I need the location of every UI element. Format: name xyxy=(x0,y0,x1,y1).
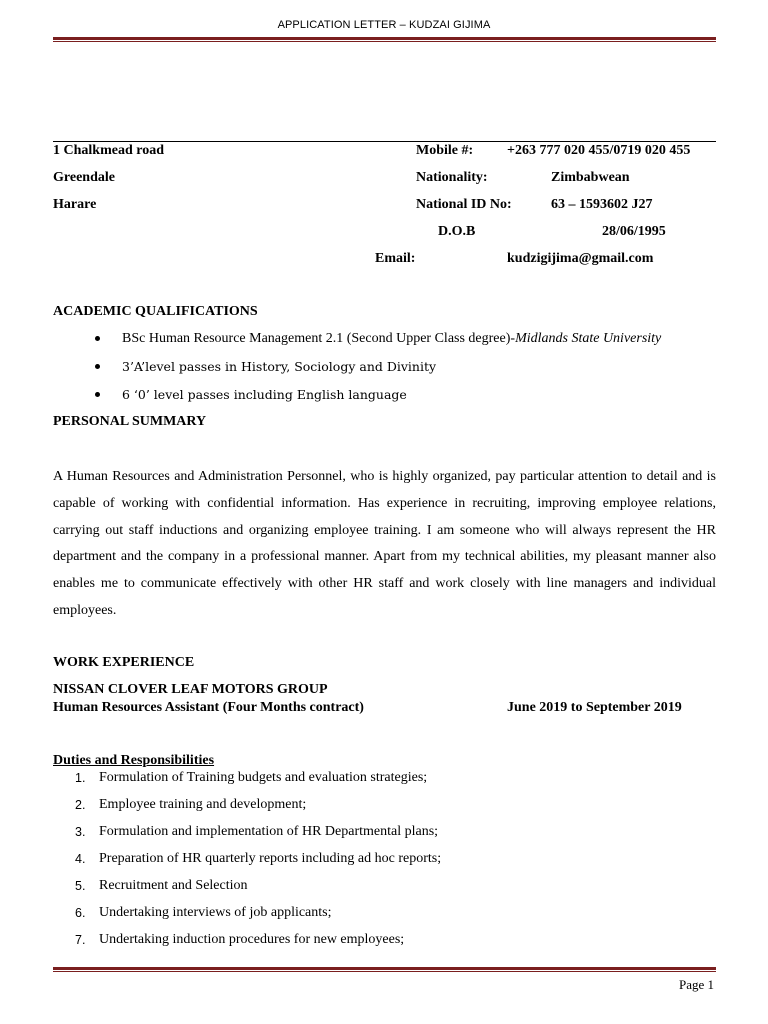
bullet-icon xyxy=(95,392,100,397)
list-number: 1. xyxy=(75,771,86,785)
academic-item-text: 3’A’level passes in History, Sociology and Divinity xyxy=(122,359,437,374)
academic-item-text: 6 ‘0’ level passes including English language xyxy=(122,387,407,402)
list-number: 7. xyxy=(75,933,86,947)
document-header-title: APPLICATION LETTER – KUDZAI GIJIMA xyxy=(277,19,491,31)
list-number: 2. xyxy=(75,798,86,812)
page-number: Page 1 xyxy=(678,977,714,992)
email-label: Email: xyxy=(375,251,416,266)
footer-rule xyxy=(53,967,716,972)
job-period: June 2019 to September 2019 xyxy=(507,700,682,715)
duty-text: Preparation of HR quarterly reports including ad hoc reports; xyxy=(99,851,442,866)
company-name: NISSAN CLOVER LEAF MOTORS GROUP xyxy=(53,682,328,697)
address-line-2: Greendale xyxy=(53,170,115,185)
duty-text: Formulation of Training budgets and evaluation strategies; xyxy=(99,770,428,785)
address-line-3: Harare xyxy=(53,197,97,212)
list-number: 5. xyxy=(75,879,86,893)
duty-text: Undertaking induction procedures for new employees; xyxy=(99,932,405,947)
bullet-icon xyxy=(95,364,100,369)
summary-paragraph: A Human Resources and Administration Personnel, who is highly organized, pay particular attention to detail and is capable of working with confidential information. Has experience in recruiting, improving employee relations, carrying out staff inductions and organizing employee training. I am someone who will always represent the HR department and the company in a professional manner. Apart from my technical abilities, my pleasant manner also enables me to communicate effectively with other HR staff and work closely with line managers and individual employees. xyxy=(53,469,716,618)
national-id-value: 63 – 1593602 J27 xyxy=(551,197,653,212)
contact-top-rule xyxy=(53,141,716,142)
duty-text: Employee training and development; xyxy=(99,797,307,812)
header-rule xyxy=(53,37,716,42)
address-line-1: 1 Chalkmead road xyxy=(53,143,164,158)
dob-value: 28/06/1995 xyxy=(602,224,666,239)
nationality-value: Zimbabwean xyxy=(551,170,630,185)
nationality-label: Nationality: xyxy=(416,170,488,185)
list-number: 4. xyxy=(75,852,86,866)
mobile-value: +263 777 020 455/0719 020 455 xyxy=(507,143,691,158)
work-heading: WORK EXPERIENCE xyxy=(53,655,195,670)
list-number: 6. xyxy=(75,906,86,920)
academic-item-institution: Midlands State University xyxy=(515,331,662,346)
duty-text: Recruitment and Selection xyxy=(99,878,248,893)
job-role: Human Resources Assistant (Four Months contract) xyxy=(53,700,364,715)
bullet-icon xyxy=(95,336,100,341)
mobile-label: Mobile #: xyxy=(416,143,474,158)
academic-heading: ACADEMIC QUALIFICATIONS xyxy=(53,304,258,319)
dob-label: D.O.B xyxy=(438,224,476,239)
summary-heading: PERSONAL SUMMARY xyxy=(53,414,207,429)
duty-text: Undertaking interviews of job applicants; xyxy=(99,905,332,920)
list-number: 3. xyxy=(75,825,86,839)
email-value: kudzigijima@gmail.com xyxy=(507,251,654,266)
duty-text: Formulation and implementation of HR Departmental plans; xyxy=(99,824,439,839)
duties-heading: Duties and Responsibilities xyxy=(53,753,215,768)
national-id-label: National ID No: xyxy=(416,197,512,212)
academic-item-text: BSc Human Resource Management 2.1 (Second Upper Class degree)- xyxy=(122,331,516,346)
